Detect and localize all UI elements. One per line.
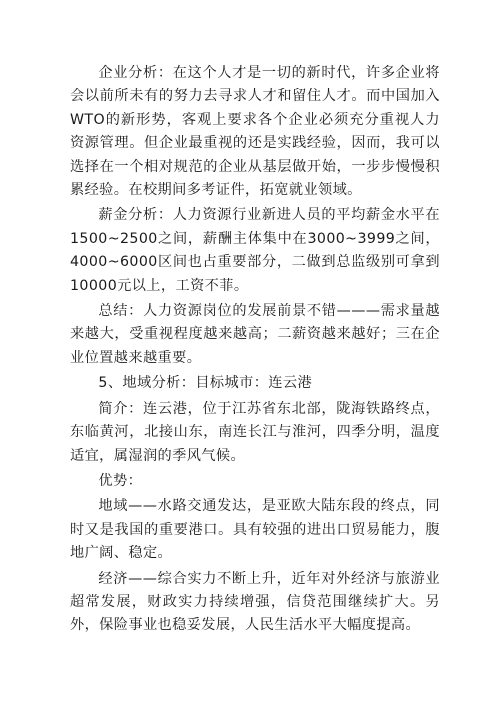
paragraph-enterprise-analysis: 企业分析：在这个人才是一切的新时代，许多企业将会以前所未有的努力去寻求人才和留住人才。而中国加入WTO的新形势，客观上要求各个企业必须充分重视人力资源管理。但企业最重视的还是实践经验，因而，我可以选择在一个相对规范的企业从基层做开始，一步步慢慢积累经验。在校期间多考证件，拓宽就业领域。 [70,65,440,199]
paragraph-salary-analysis: 薪金分析：人力资源行业新进人员的平均薪金水平在1500~2500之间，薪酬主体集中在3000~3999之间，4000~6000区间也占重要部分，二做到总监级别可拿到10000元以上，工资不菲。 [70,207,440,294]
paragraph-economy-advantage: 经济——综合实力不断上升，近年对外经济与旅游业超常发展，财政实力持续增强，信贷范围继续扩大。另外，保险事业也稳妥发展，人民生活水平大幅度提高。 [70,570,440,634]
document-body [70,62,440,640]
paragraph-introduction: 简介：连云港，位于江苏省东北部，陇海铁路终点，东临黄河，北接山东，南连长江与淮河，四季分明，温度适宜，属湿润的季风气候。 [70,400,440,464]
paragraph-summary: 总结：人力资源岗位的发展前景不错———需求量越来越大，受重视程度越来越高；二薪资越来越好；三在企业位置越来越重要。 [70,303,440,366]
paragraph-advantages-heading: 优势： [98,472,143,489]
paragraph-region-advantage: 地域——水路交通发达，是亚欧大陆东段的终点，同时又是我国的重要港口。具有较强的进出口贸易能力，腹地广阔、稳定。 [70,498,440,562]
section-heading-region-analysis: 5、地域分析：目标城市：连云港 [98,375,313,392]
